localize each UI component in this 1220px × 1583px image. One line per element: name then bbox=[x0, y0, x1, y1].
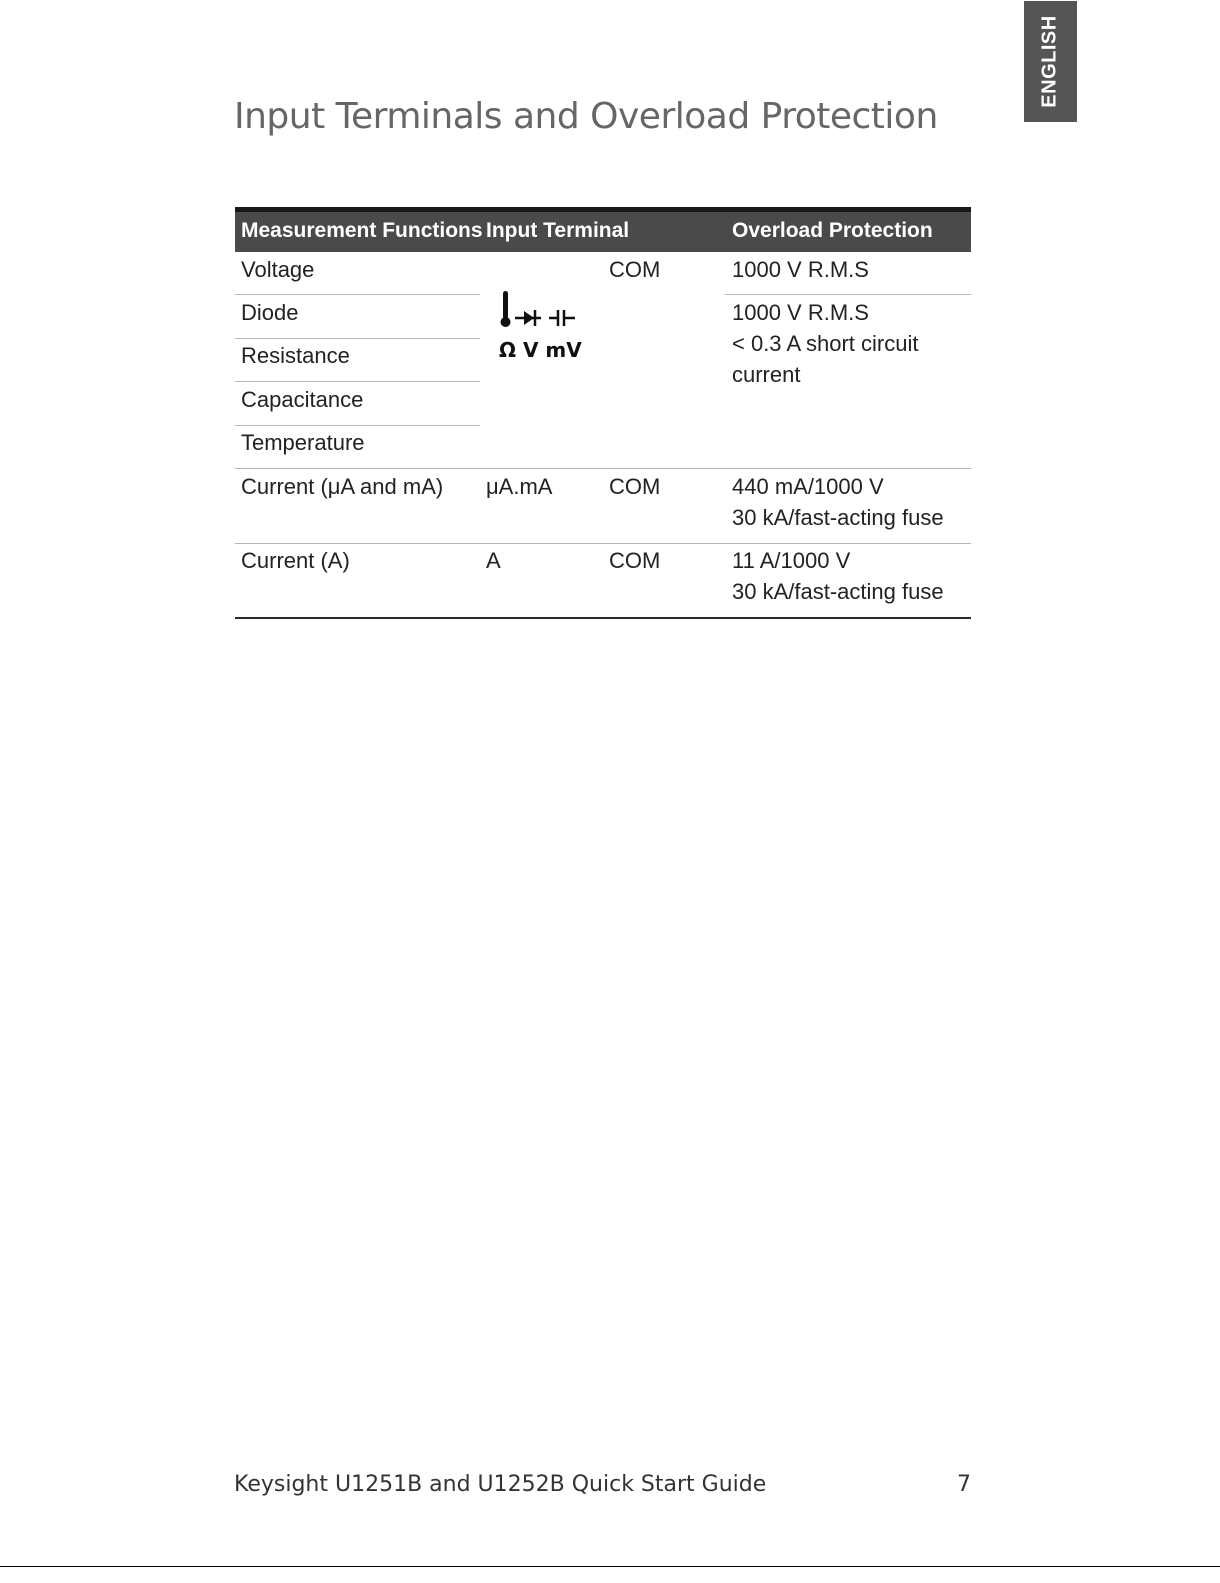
language-tab bbox=[1024, 1, 1077, 122]
terminals-table bbox=[235, 207, 971, 619]
row-diode-protection-line2: < 0.3 A short circuit bbox=[732, 331, 919, 356]
row-current-ua-ma-protection-line1: 440 mA/1000 V bbox=[732, 474, 884, 499]
table-header bbox=[235, 207, 971, 252]
row-divider bbox=[235, 294, 480, 295]
terminal-symbols-label: Ω V mV bbox=[499, 338, 582, 362]
row-voltage-common: COM bbox=[609, 257, 661, 282]
row-resistance-function: Resistance bbox=[241, 343, 350, 368]
row-divider bbox=[235, 468, 971, 469]
row-diode-function: Diode bbox=[241, 300, 299, 325]
header-measurement-functions: Measurement Functions bbox=[241, 219, 483, 242]
row-current-ua-ma-common: COM bbox=[609, 474, 661, 499]
page-title: Input Terminals and Overload Protection bbox=[234, 96, 938, 137]
language-tab-label: ENGLISH bbox=[1039, 15, 1061, 108]
row-current-a-protection-line2: 30 kA/fast-acting fuse bbox=[732, 579, 944, 604]
row-current-ua-ma-terminal: μA.mA bbox=[486, 474, 553, 499]
row-capacitance-function: Capacitance bbox=[241, 387, 364, 412]
row-current-a-function: Current (A) bbox=[241, 548, 350, 573]
capacitor-icon bbox=[549, 310, 575, 326]
row-divider bbox=[725, 294, 971, 295]
footer-page-number: 7 bbox=[957, 1472, 971, 1497]
header-overload-protection: Overload Protection bbox=[732, 219, 933, 242]
terminal-symbols-svg bbox=[493, 291, 593, 333]
row-current-ua-ma-protection-line2: 30 kA/fast-acting fuse bbox=[732, 505, 944, 530]
thermometer-icon bbox=[501, 291, 511, 327]
row-current-ua-ma-function: Current (μA and mA) bbox=[241, 474, 444, 499]
row-voltage-function: Voltage bbox=[241, 257, 315, 282]
header-input-terminal: Input Terminal bbox=[486, 219, 630, 242]
page-bottom-rule bbox=[0, 1566, 1220, 1567]
row-voltage-protection: 1000 V R.M.S bbox=[732, 257, 869, 282]
row-current-a-common: COM bbox=[609, 548, 661, 573]
row-divider bbox=[235, 543, 971, 544]
row-divider bbox=[235, 381, 480, 382]
row-current-a-terminal: A bbox=[486, 548, 501, 573]
row-current-a-protection-line1: 11 A/1000 V bbox=[732, 548, 851, 573]
row-divider bbox=[235, 425, 480, 426]
diode-icon bbox=[515, 310, 541, 326]
row-divider bbox=[235, 338, 480, 339]
table-bottom-rule bbox=[235, 617, 971, 619]
row-diode-protection-line3: current bbox=[732, 362, 801, 387]
row-diode-protection-line1: 1000 V R.M.S bbox=[732, 300, 869, 325]
row-temperature-function: Temperature bbox=[241, 430, 365, 455]
footer-guide-title: Keysight U1251B and U1252B Quick Start Guide bbox=[234, 1472, 767, 1497]
